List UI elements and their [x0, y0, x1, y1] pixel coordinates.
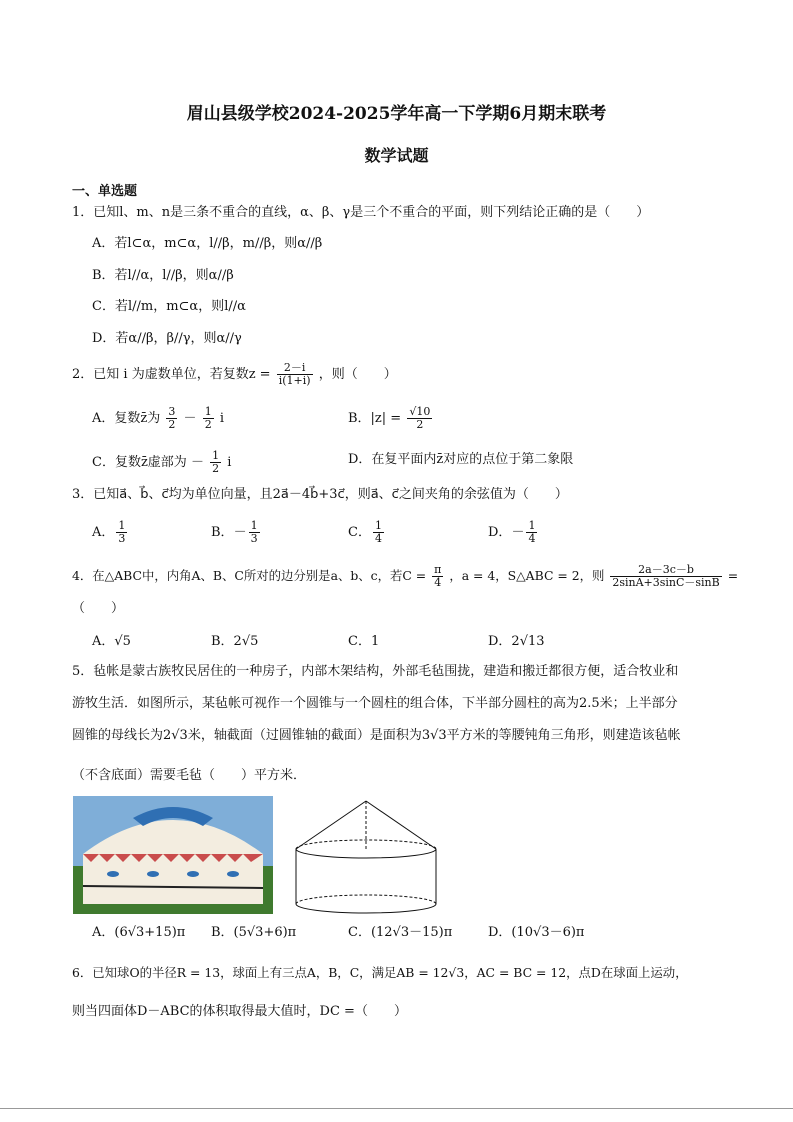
question-3-option-c-frac [373, 520, 384, 545]
question-3-option-b-sign: － [233, 525, 247, 540]
question-2-option-c-post: i [227, 455, 232, 470]
yurt-photo [73, 796, 273, 914]
question-2-option-b-frac-den: 2 [416, 418, 424, 431]
question-3-option-b-frac [249, 520, 260, 545]
question-2-fraction-den: i(1+i) [278, 374, 311, 387]
question-2-option-a-frac2-num: 1 [204, 405, 212, 418]
question-3-option-c-pre: C． [348, 525, 371, 540]
question-5-option-c: C．(12√3－15)π [348, 925, 453, 940]
top-ellipse-front [296, 849, 436, 858]
question-3-option-c [348, 520, 386, 545]
cone-cylinder-diagram [292, 799, 440, 917]
question-4-pi-num: π [434, 563, 442, 576]
question-3-option-b-den: 3 [250, 532, 258, 545]
question-1-option-d: D．若α//β，β//γ，则α//γ [92, 331, 242, 346]
page-bottom-rule [0, 1108, 793, 1109]
question-3-option-d-frac [526, 520, 537, 545]
question-4-big-num: 2a－3c－b [610, 564, 721, 577]
question-4-stem-pre: 4．在△ABC中，内角A、B、C所对的边分别是a、b、c，若C = [72, 568, 427, 583]
question-3-option-d-pre: D． [488, 525, 512, 540]
question-3-option-d-den: 4 [528, 532, 536, 545]
question-5-option-d: D．(10√3－6)π [488, 925, 585, 940]
question-2-stem-pre: 2．已知 i 为虚数单位，若复数z = [72, 367, 271, 382]
question-2-option-c-frac-num: 1 [212, 449, 220, 462]
question-3-option-a-num: 1 [118, 519, 126, 532]
yurt-wall [83, 854, 263, 904]
question-3-option-d [488, 520, 539, 545]
question-2-option-a-frac2-den: 2 [204, 418, 212, 431]
question-6-line2: 则当四面体D－ABC的体积取得最大值时，DC =（ ） [72, 1004, 407, 1019]
question-4-option-d: D．2√13 [488, 634, 545, 649]
question-4-stem-line2: （ ） [72, 601, 125, 616]
question-2-option-a-pre: A．复数z̄为 [92, 411, 161, 426]
question-2-option-d: D．在复平面内z̄对应的点位于第二象限 [348, 452, 574, 467]
question-4-stem [72, 564, 738, 589]
question-3-option-d-num: 1 [528, 519, 536, 532]
question-2-fraction [277, 362, 313, 387]
question-2-option-b-frac [407, 406, 432, 431]
exam-title: 眉山县级学校2024-2025学年高一下学期6月期末联考 [186, 104, 607, 124]
cone-cylinder-svg [292, 799, 440, 917]
question-2-option-b-frac-num: √10 [409, 405, 431, 418]
question-2-option-a-frac2 [203, 406, 214, 431]
question-2-option-a [92, 406, 224, 431]
question-3-stem: 3．已知a⃗、b⃗、c⃗均为单位向量，且2a⃗－4b⃗+3c⃗，则a⃗、c⃗之间夹角的余弦值为（ ） [72, 487, 568, 502]
question-3-option-a [92, 520, 129, 545]
bottom-ellipse-back [296, 895, 436, 904]
question-4-stem-tail: = [727, 568, 739, 583]
question-2-option-b [348, 406, 434, 431]
question-4-option-b: B．2√5 [211, 634, 259, 649]
question-1-option-a: A．若l⊂α，m⊂α，l//β，m//β，则α//β [92, 236, 323, 251]
question-4-pi-den: 4 [434, 576, 442, 589]
exam-subtitle: 数学试题 [364, 146, 429, 165]
question-4-option-a: A．√5 [92, 634, 131, 649]
question-2-option-c [92, 450, 231, 475]
question-3-option-b [211, 520, 262, 545]
question-3-option-a-den: 3 [118, 532, 126, 545]
question-5-option-b: B．(5√3+6)π [211, 925, 297, 940]
question-2-option-a-frac1-den: 2 [168, 418, 176, 431]
yurt-photo-illustration [73, 796, 273, 914]
question-5-line3: 圆锥的母线长为2√3米，轴截面（过圆锥轴的截面）是面积为3√3平方米的等腰钝角三角形，则建造该毡帐 [72, 728, 681, 743]
question-2-option-c-pre: C．复数z̄虚部为 [92, 455, 187, 470]
question-3-option-c-num: 1 [374, 519, 382, 532]
question-2-option-c-mid: － [190, 455, 204, 470]
question-5-option-a: A．(6√3+15)π [92, 925, 186, 940]
question-2-stem [72, 362, 397, 387]
question-3-option-b-num: 1 [250, 519, 258, 532]
question-2-option-a-frac1-num: 3 [168, 405, 176, 418]
cone-right-edge [366, 801, 436, 849]
question-3-option-a-frac [116, 520, 127, 545]
question-4-big-frac [610, 564, 721, 589]
question-5-line4: （不含底面）需要毛毡（ ）平方米． [72, 768, 307, 783]
question-2-option-a-frac1 [166, 406, 177, 431]
section-heading-single-choice: 一、单选题 [72, 184, 138, 199]
question-3-option-a-pre: A． [92, 525, 115, 540]
question-2-stem-post: ，则（ ） [318, 367, 397, 382]
question-2-option-a-post: i [219, 411, 224, 426]
question-3-option-b-pre: B． [211, 525, 234, 540]
question-2-fraction-num: 2－i [277, 362, 313, 375]
question-4-stem-mid: ，a = 4，S△ABC = 2，则 [449, 568, 605, 583]
cone-left-edge [296, 801, 366, 849]
question-2-option-b-pre: B．|z| = [348, 411, 402, 426]
question-2-option-c-frac [210, 450, 221, 475]
question-2-option-a-mid: － [183, 411, 197, 426]
question-5-line2: 游牧生活．如图所示，某毡帐可视作一个圆锥与一个圆柱的组合体，下半部分圆柱的高为2.5米；上半部分 [72, 696, 678, 711]
question-6-line1: 6．已知球O的半径R = 13，球面上有三点A，B，C，满足AB = 12√3，AC = BC = 12，点D在球面上运动， [72, 965, 688, 980]
question-5-line1: 5．毡帐是蒙古族牧民居住的一种房子，内部木架结构，外部毛毡围拢，建造和搬迁都很方便，适合牧业和 [72, 664, 679, 679]
question-4-big-den: 2sinA+3sinC－sinB [612, 576, 720, 589]
question-4-pi-frac [432, 564, 443, 589]
question-3-option-c-den: 4 [374, 532, 382, 545]
question-3-option-d-sign: － [511, 525, 525, 540]
question-4-option-c: C．1 [348, 634, 380, 649]
question-1-stem: 1．已知l、m、n是三条不重合的直线，α、β、γ是三个不重合的平面，则下列结论正确的是（ ） [72, 205, 650, 220]
bottom-ellipse-front [296, 904, 436, 913]
question-1-option-b: B．若l//α，l//β，则α//β [92, 268, 234, 283]
question-1-option-c: C．若l//m，m⊂α，则l//α [92, 299, 246, 314]
question-2-option-c-frac-den: 2 [212, 462, 220, 475]
